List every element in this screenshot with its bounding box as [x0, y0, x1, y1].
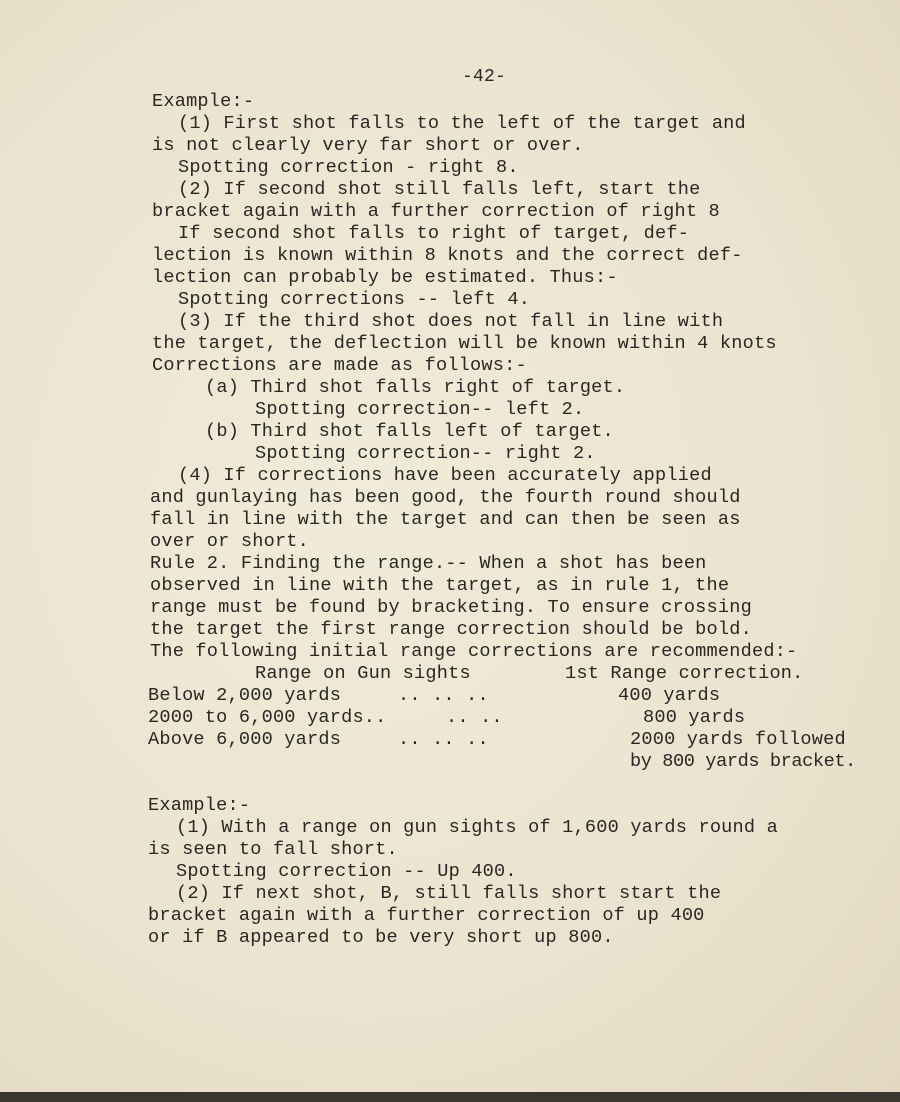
text-line: Example:- — [152, 91, 255, 112]
table-row-range: Below 2,000 yards — [148, 685, 342, 706]
text-line: the target, the deflection will be known within 4 knots — [152, 333, 777, 354]
table-row-dots: .. .. .. — [398, 729, 489, 750]
table-header-left: Range on Gun sights — [255, 663, 471, 684]
text-line: (1) With a range on gun sights of 1,600 yards round a — [176, 817, 778, 838]
table-row-range: 2000 to 6,000 yards.. — [148, 707, 387, 728]
table-row-correction: 800 yards — [643, 707, 746, 728]
text-line: (1) First shot falls to the left of the target and — [178, 113, 746, 134]
text-line: (2) If next shot, B, still falls short start the — [176, 883, 722, 904]
text-line: (2) If second shot still falls left, start the — [178, 179, 701, 200]
text-line: bracket again with a further correction of up 400 — [148, 905, 705, 926]
text-line: (4) If corrections have been accurately applied — [178, 465, 712, 486]
text-line: The following initial range corrections are recommended:- — [150, 641, 798, 662]
table-header-right: 1st Range correction. — [565, 663, 804, 684]
text-line: (a) Third shot falls right of target. — [205, 377, 626, 398]
text-line: lection can probably be estimated. Thus:- — [152, 267, 618, 288]
text-line: bracket again with a further correction of right 8 — [152, 201, 720, 222]
text-line: is seen to fall short. — [148, 839, 398, 860]
text-line: (b) Third shot falls left of target. — [205, 421, 614, 442]
text-line: range must be found by bracketing. To ensure crossing — [150, 597, 752, 618]
text-line: Spotting correction - right 8. — [178, 157, 519, 178]
text-line: If second shot falls to right of target, def- — [178, 223, 690, 244]
text-line: fall in line with the target and can then be seen as — [150, 509, 741, 530]
page-number: -42- — [462, 67, 507, 87]
table-continuation: by 800 yards bracket. — [630, 751, 856, 772]
text-line: or if B appeared to be very short up 800. — [148, 927, 614, 948]
table-row-dots: .. .. — [446, 707, 503, 728]
table-row-range: Above 6,000 yards — [148, 729, 342, 750]
text-line: observed in line with the target, as in rule 1, the — [150, 575, 730, 596]
text-line: Spotting correction-- right 2. — [255, 443, 596, 464]
text-line: Spotting correction-- left 2. — [255, 399, 585, 420]
text-line: over or short. — [150, 531, 310, 552]
table-row-correction: 2000 yards followed — [630, 729, 846, 750]
text-line: Corrections are made as follows:- — [152, 355, 527, 376]
text-line: is not clearly very far short or over. — [152, 135, 584, 156]
text-line: the target the first range correction should be bold. — [150, 619, 752, 640]
text-line: lection is known within 8 knots and the correct def- — [152, 245, 743, 266]
text-line: Example:- — [148, 795, 251, 816]
text-line: Spotting correction -- Up 400. — [176, 861, 517, 882]
table-row-dots: .. .. .. — [398, 685, 489, 706]
text-line: Rule 2. Finding the range.-- When a shot has been — [150, 553, 707, 574]
text-line: Spotting corrections -- left 4. — [178, 289, 531, 310]
text-line: (3) If the third shot does not fall in line with — [178, 311, 724, 332]
text-line: and gunlaying has been good, the fourth round should — [150, 487, 741, 508]
table-row-correction: 400 yards — [618, 685, 721, 706]
scan-bottom-edge — [0, 1092, 900, 1102]
